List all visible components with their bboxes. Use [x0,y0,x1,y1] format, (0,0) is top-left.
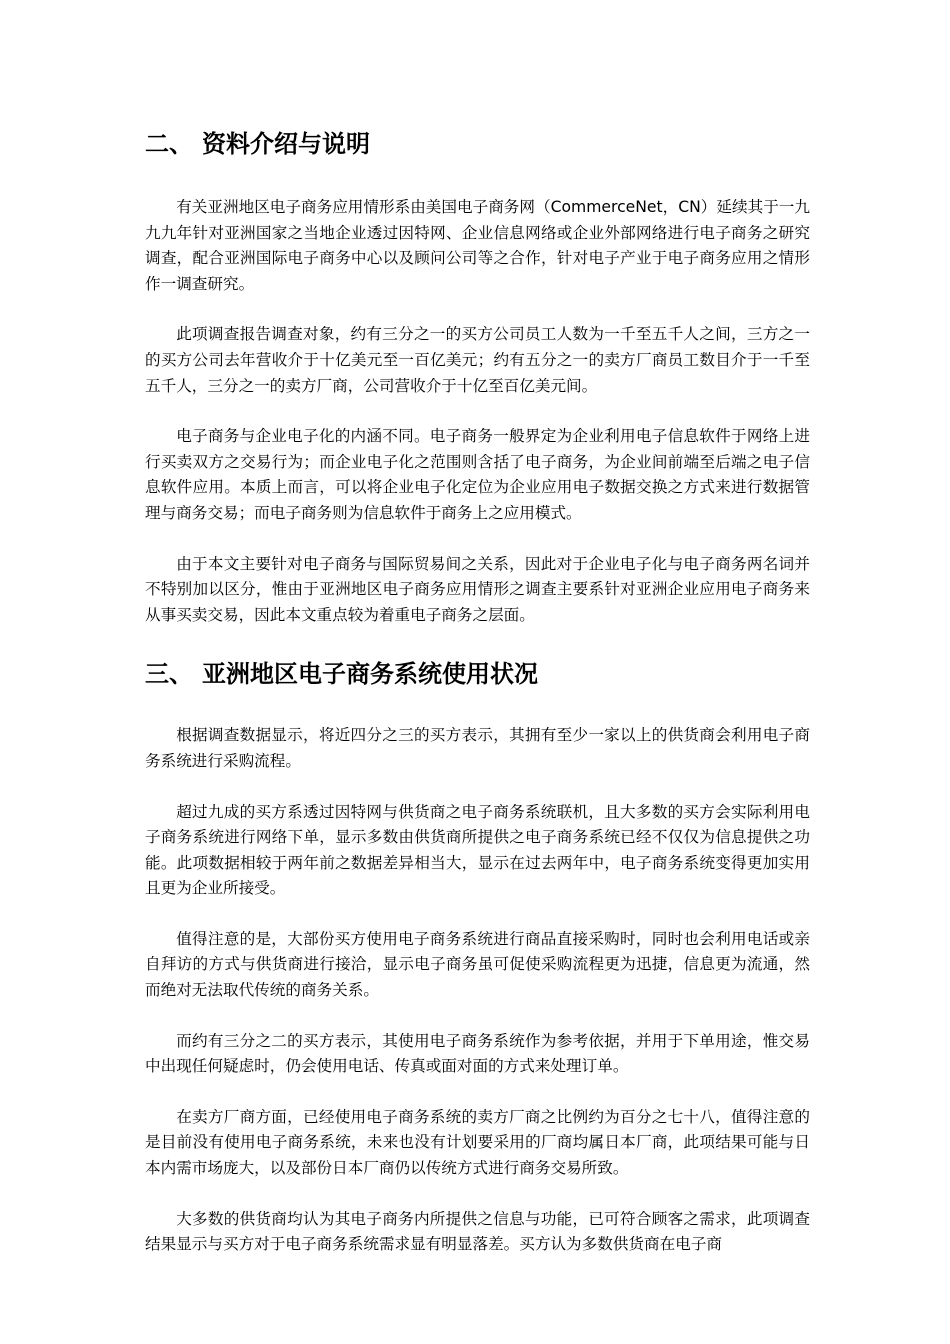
document-page [145,128,810,1258]
paragraph: 由于本文主要针对电子商务与国际贸易间之关系，因此对于企业电子化与电子商务两名词并不特别加以区分，惟由于亚洲地区电子商务应用情形之调查主要系针对亚洲企业应用电子商务来从事买卖交易，因此本文重点较为着重电子商务之层面。 [145,554,810,624]
section-title: 资料介绍与说明 [202,130,370,158]
paragraph: 根据调查数据显示，将近四分之三的买方表示，其拥有至少一家以上的供货商会利用电子商务系统进行采购流程。 [145,726,810,770]
paragraph: 大多数的供货商均认为其电子商务内所提供之信息与功能，已可符合顾客之需求，此项调查结果显示与买方对于电子商务系统需求显有明显落差。买方认为多数供货商在电子商 [145,1209,810,1254]
section-heading-3 [145,658,810,690]
section-number: 二、 [145,130,193,158]
paragraph: 而约有三分之二的买方表示，其使用电子商务系统作为参考依据，并用于下单用途，惟交易中出现任何疑虑时，仍会使用电话、传真或面对面的方式来处理订单。 [145,1031,810,1076]
paragraph: 电子商务与企业电子化的内涵不同。电子商务一般界定为企业利用电子信息软件于网络上进行买卖双方之交易行为；而企业电子化之范围则含括了电子商务，为企业间前端至后端之电子信息软件应用。本质上而言，可以将企业电子化定位为企业应用电子数据交换之方式来进行数据管理与商务交易；而电子商务则为信息软件于商务上之应用模式。 [145,427,810,522]
section-heading-2 [145,128,810,160]
paragraph: 值得注意的是，大部份买方使用电子商务系统进行商品直接采购时，同时也会利用电话或亲自拜访的方式与供货商进行接洽，显示电子商务虽可促使采购流程更为迅捷，信息更为流通，然而绝对无法取代传统的商务关系。 [145,929,810,1000]
section-number: 三、 [145,660,193,689]
paragraph: 在卖方厂商方面，已经使用电子商务系统的卖方厂商之比例约为百分之七十八，值得注意的是目前没有使用电子商务系统，未来也没有计划要采用的厂商均属日本厂商，此项结果可能与日本内需市场庞大，以及部份日本厂商仍以传统方式进行商务交易所致。 [145,1107,810,1178]
paragraph: 此项调查报告调查对象，约有三分之一的买方公司员工人数为一千至五千人之间，三方之一的买方公司去年营收介于十亿美元至一百亿美元；约有五分之一的卖方厂商员工数目介于一千至五千人，三分之一的卖方厂商，公司营收介于十亿至百亿美元间。 [145,325,810,395]
section-title: 亚洲地区电子商务系统使用状况 [202,660,538,689]
paragraph: 有关亚洲地区电子商务应用情形系由美国电子商务网（CommerceNet，CN）延续其于一九九九年针对亚洲国家之当地企业透过因特网、企业信息网络或企业外部网络进行电子商务之研究调查，配合亚洲国际电子商务中心以及顾问公司等之合作，针对电子产业于电子商务应用之情形作一调查研究。 [145,198,810,293]
paragraph: 超过九成的买方系透过因特网与供货商之电子商务系统联机，且大多数的买方会实际利用电子商务系统进行网络下单，显示多数由供货商所提供之电子商务系统已经不仅仅为信息提供之功能。此项数据相较于两年前之数据差异相当大，显示在过去两年中，电子商务系统变得更加实用且更为企业所接受。 [145,802,810,898]
